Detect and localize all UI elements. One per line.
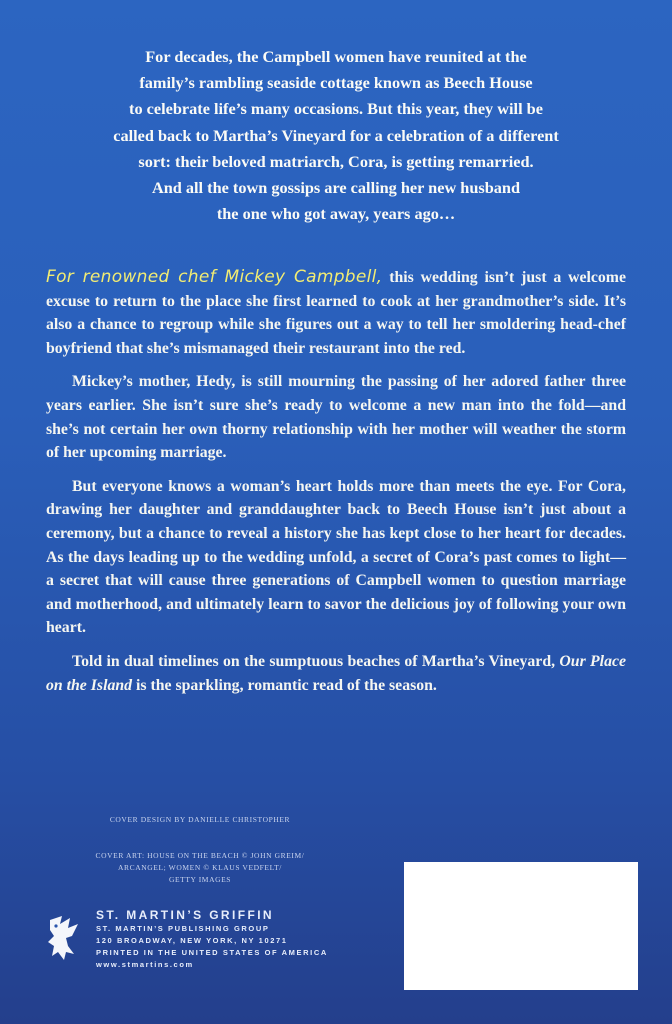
- publisher-line: PRINTED IN THE UNITED STATES OF AMERICA: [96, 948, 328, 957]
- credit-line: ARCANGEL; WOMEN © KLAUS VEDFELT/: [118, 863, 282, 872]
- publisher-name: ST. MARTIN’S GRIFFIN: [96, 908, 274, 922]
- credit-line: GETTY IMAGES: [168, 875, 232, 884]
- paragraph-text: this wedding isn’t just a welcome excuse to return to the place she first learned to cook at her grandmother’s side. It’s also a chance to regroup while she figures out a way to tell her smoldering head-chef boyfriend that she’s mismanaged their restaurant into the red.: [46, 269, 626, 357]
- cover-art-credit: [40, 850, 360, 886]
- credit-line: COVER DESIGN BY DANIELLE CHRISTOPHER: [109, 815, 291, 824]
- intro-line: called back to Martha’s Vineyard for a celebration of a different: [113, 125, 559, 145]
- credit-line: COVER ART: HOUSE ON THE BEACH © JOHN GREIM/: [95, 851, 305, 860]
- book-title: Our Place on the Island: [46, 652, 626, 694]
- script-heading: For renowned chef Mickey Campbell,: [46, 267, 383, 287]
- intro-line: the one who got away, years ago…: [216, 204, 456, 224]
- publisher-website: www.stmartins.com: [96, 960, 194, 969]
- griffin-logo-icon: [44, 912, 84, 966]
- paragraph-text: Told in dual timelines on the sumptuous beaches of Martha’s Vineyard,: [72, 652, 560, 670]
- intro-line: family’s rambling seaside cottage known as Beech House: [139, 73, 533, 93]
- intro-line: sort: their beloved matriarch, Cora, is getting remarried.: [138, 151, 534, 171]
- publisher-block: [96, 908, 396, 971]
- barcode-area: [404, 862, 638, 990]
- publisher-line: ST. MARTIN’S PUBLISHING GROUP: [96, 924, 270, 933]
- paragraph-mickey: [46, 266, 626, 360]
- intro-line: And all the town gossips are calling her new husband: [151, 178, 521, 198]
- cover-design-credit: [40, 814, 360, 826]
- intro-line: to celebrate life’s many occasions. But this year, they will be: [129, 99, 543, 119]
- intro-line: For decades, the Campbell women have reunited at the: [145, 47, 527, 66]
- paragraph-cora: But everyone knows a woman’s heart holds more than meets the eye. For Cora, drawing her daughter and granddaughter back to Beech House isn’t just about a ceremony, but a chance to reveal a history she has kept close to her heart for decades. As the days leading up to the wedding unfold, a secret of Cora’s past comes to light—a secret that will cause three generations of Campbell women to question marriage and motherhood, and ultimately learn to savor the delicious joy of following your own heart.: [46, 477, 626, 637]
- paragraph-closing: [46, 650, 626, 697]
- paragraph-text: is the sparkling, romantic read of the season.: [132, 676, 437, 694]
- paragraph-hedy: Mickey’s mother, Hedy, is still mourning the passing of her adored father three years earlier. She isn’t sure she’s ready to welcome a new man into the fold—and she’s not certain her own thorny relationship with her mother will weather the storm of her upcoming marriage.: [46, 373, 626, 462]
- publisher-line: 120 BROADWAY, NEW YORK, NY 10271: [96, 936, 288, 945]
- description-body: [46, 266, 626, 707]
- intro-blurb: [50, 44, 622, 227]
